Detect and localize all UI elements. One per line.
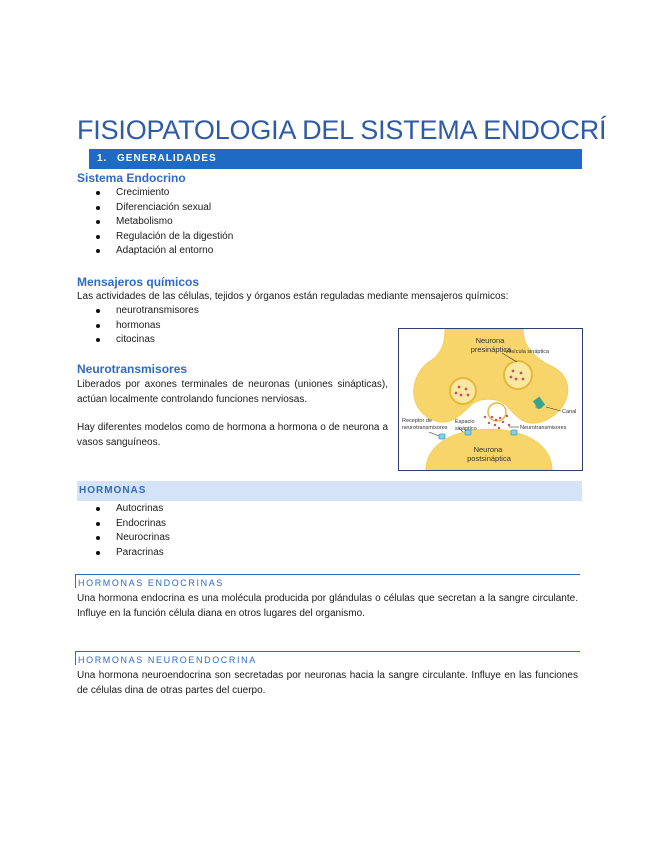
heading-mensajeros-quimicos: Mensajeros químicos	[77, 275, 200, 289]
label-presynaptic-2: presináptica	[470, 345, 512, 354]
label-receptor-2: neurotransmisores	[402, 425, 448, 431]
section-label: GENERALIDADES	[117, 153, 217, 164]
synapse-figure	[398, 328, 583, 471]
list-item: hormonas	[77, 319, 199, 334]
heading-neurotransmisores: Neurotransmisores	[77, 362, 188, 376]
list-item: Endocrinas	[77, 517, 170, 532]
list-item: Paracrinas	[77, 546, 170, 561]
heading-hormonas-neuroendocrina: HORMONAS NEUROENDOCRINA	[75, 651, 580, 665]
releasing-vesicle	[488, 403, 506, 421]
list-item: Metabolismo	[77, 215, 233, 230]
list-item: Autocrinas	[77, 502, 170, 517]
label-postsynaptic-1: Neurona	[473, 445, 503, 454]
list-hormonas	[77, 502, 170, 560]
section-bar-generalidades	[89, 149, 582, 169]
list-item: neurotransmisores	[77, 304, 199, 319]
list-item: Neurocrinas	[77, 531, 170, 546]
list-item: citocinas	[77, 333, 199, 348]
label-space-1: Espacio	[455, 419, 475, 425]
list-item: Regulación de la digestión	[77, 230, 233, 245]
mensajeros-text: Las actividades de las células, tejidos y órganos están reguladas mediante mensajeros químicos:	[77, 291, 509, 302]
section-bar-hormonas: HORMONAS	[77, 481, 582, 501]
list-mensajeros	[77, 304, 199, 348]
heading-sistema-endocrino: Sistema Endocrino	[77, 171, 186, 185]
label-channel: Canal	[562, 409, 577, 415]
label-presynaptic-1: Neurona	[475, 336, 505, 345]
page-title: FISIOPATOLOGIA DEL SISTEMA ENDOCRÍ	[77, 115, 607, 145]
hormonas-endocrinas-text: Una hormona endocrina es una molécula producida por glándulas o células que secretan a la sangre circulante. Influye en la función célula diana en otros lugares del organismo.	[77, 593, 578, 619]
svg-text:Espacio sináptico	[455, 419, 477, 432]
label-space-2: sináptico	[455, 426, 477, 432]
list-sistema-endocrino	[77, 186, 233, 259]
list-item: Crecimiento	[77, 186, 233, 201]
neurotransmisores-paragraph-2: Hay diferentes modelos como de hormona a hormona o de neurona a vasos sanguíneos.	[77, 422, 388, 448]
neurotransmisores-paragraph-1: Liberados por axones terminales de neuronas (uniones sinápticas), actúan localmente controlando funciones nerviosas.	[77, 379, 388, 405]
section-number: 1.	[97, 153, 108, 164]
heading-hormonas-endocrinas: HORMONAS ENDOCRINAS	[75, 574, 580, 588]
label-vesicle: Vesícula sináptica	[505, 349, 550, 355]
list-item: Diferenciación sexual	[77, 201, 233, 216]
label-postsynaptic-2: postsináptica	[467, 454, 511, 463]
label-receptor-1: Receptor de	[402, 418, 432, 424]
list-item: Adaptación al entorno	[77, 244, 233, 259]
hormonas-neuroendocrina-text: Una hormona neuroendocrina son secretadas por neuronas hacia la sangre circulante. Influye en las funciones de células dina de otras partes del cuerpo.	[77, 670, 578, 696]
label-neurotransmitters: Neurotransmisores	[520, 425, 567, 431]
